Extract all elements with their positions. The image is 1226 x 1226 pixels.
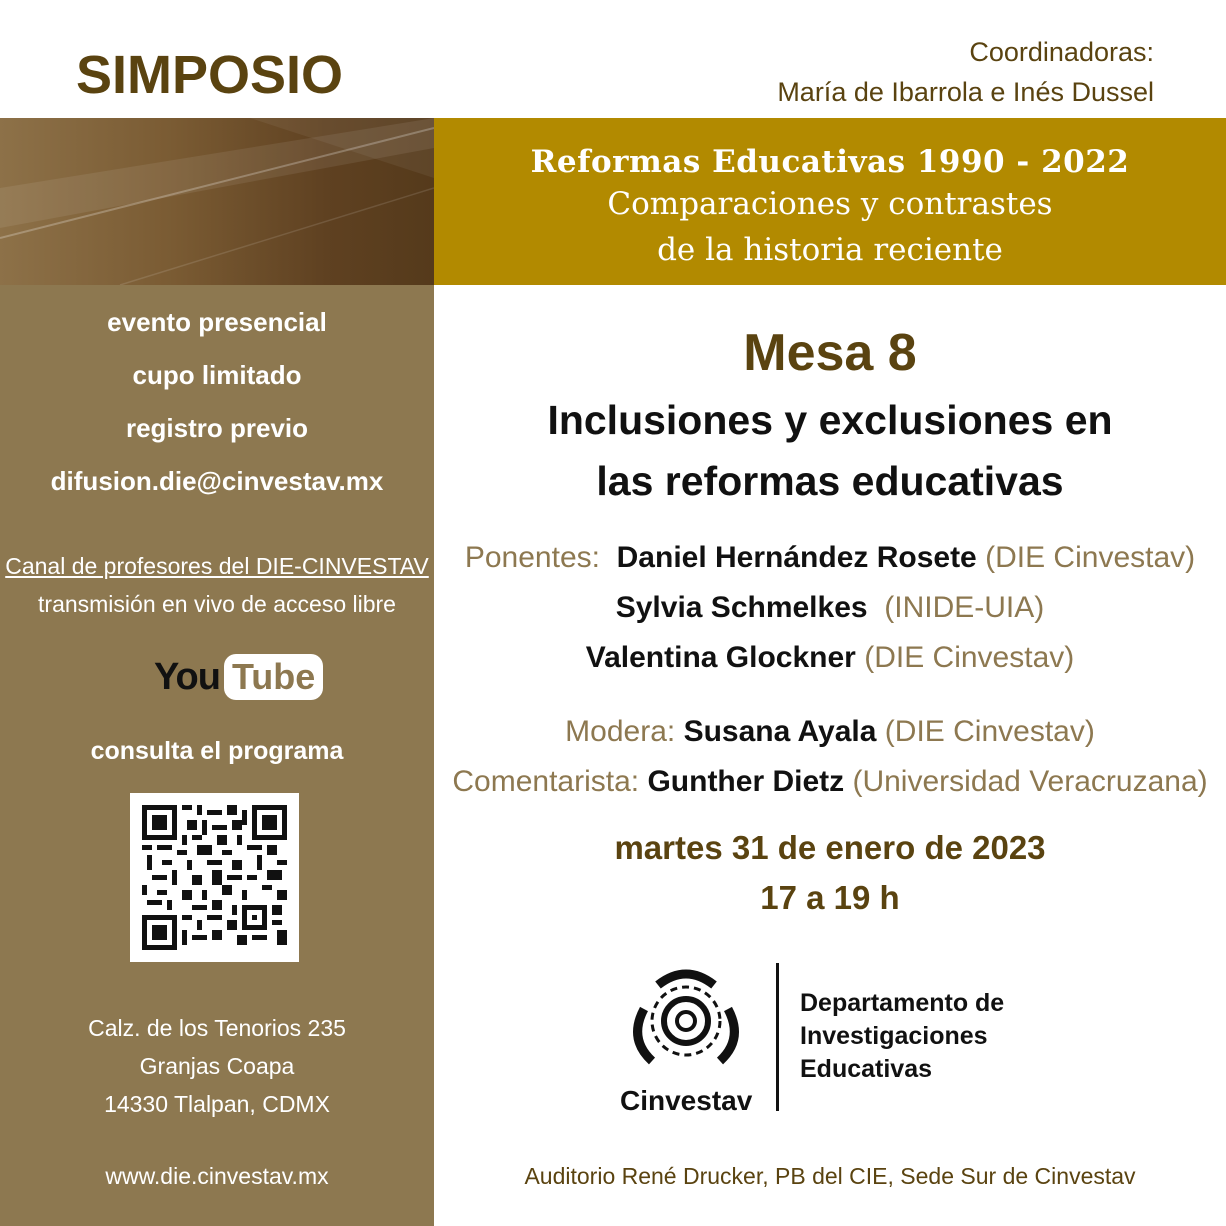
logo-divider — [776, 963, 779, 1111]
symposium-title-band — [434, 118, 1226, 285]
session-subtitle-line1: Inclusiones y exclusiones en — [547, 397, 1113, 443]
moderator-affiliation: (DIE Cinvestav) — [884, 715, 1095, 748]
website-link[interactable]: www.die.cinvestav.mx — [105, 1163, 329, 1189]
sidebar — [0, 285, 434, 1226]
coordinators — [777, 32, 1154, 112]
symposium-subtitle-line1: Comparaciones y contrastes — [607, 186, 1053, 222]
address-street: Calz. de los Tenorios 235 — [88, 1015, 346, 1041]
speaker-affiliation: (INIDE-UIA) — [884, 591, 1045, 624]
session-subtitle-line2: las reformas educativas — [596, 458, 1064, 504]
speaker-affiliation: (DIE Cinvestav) — [985, 541, 1196, 574]
contact-email-link[interactable]: difusion.die@cinvestav.mx — [50, 466, 384, 496]
info-registration: registro previo — [125, 413, 309, 443]
session-title: Mesa 8 — [743, 324, 917, 382]
info-limited: cupo limitado — [132, 360, 302, 390]
cinvestav-logo-icon — [624, 963, 748, 1081]
speaker-affiliation: (DIE Cinvestav) — [864, 641, 1075, 674]
youtube-you-text: You — [154, 655, 220, 698]
event-date: martes 31 de enero de 2023 — [614, 829, 1046, 866]
qr-code[interactable] — [130, 793, 299, 962]
speaker-row-1 — [434, 541, 1226, 575]
speaker-row-3 — [434, 641, 1226, 675]
header — [0, 0, 1226, 118]
address-city: 14330 Tlalpan, CDMX — [104, 1091, 330, 1117]
commentator-row — [434, 765, 1226, 799]
speaker-row-2 — [434, 591, 1226, 625]
symposium-title: Reformas Educativas 1990 - 2022 — [530, 144, 1130, 180]
venue: Auditorio René Drucker, PB del CIE, Sede Sur de Cinvestav — [524, 1163, 1136, 1189]
commentator-name: Gunther Dietz — [647, 765, 845, 798]
speaker-name: Sylvia Schmelkes — [615, 591, 868, 624]
info-in-person: evento presencial — [107, 307, 327, 337]
speaker-name: Daniel Hernández Rosete — [616, 541, 977, 574]
department-line1: Departamento de — [800, 989, 1005, 1017]
moderator-name: Susana Ayala — [683, 715, 877, 748]
event-type-title: SIMPOSIO — [76, 45, 344, 105]
coordinators-names: María de Ibarrola e Inés Dussel — [777, 77, 1154, 107]
qr-code-icon — [142, 805, 287, 950]
commentator-affiliation: (Universidad Veracruzana) — [852, 765, 1208, 798]
department-name — [800, 987, 1004, 1086]
channel-description: transmisión en vivo de acceso libre — [38, 591, 396, 617]
session-details — [434, 285, 1226, 1226]
cinvestav-wordmark: Cinvestav — [620, 1085, 753, 1116]
commentator-label: Comentarista: — [452, 765, 640, 798]
address-neighborhood: Granjas Coapa — [139, 1053, 295, 1079]
department-line2: Investigaciones — [800, 1022, 988, 1050]
channel-link[interactable]: Canal de profesores del DIE-CINVESTAV — [5, 553, 429, 579]
department-line3: Educativas — [800, 1055, 933, 1083]
youtube-tube-text: Tube — [224, 654, 323, 700]
symposium-subtitle-line2: de la historia reciente — [657, 232, 1003, 268]
event-time: 17 a 19 h — [760, 879, 900, 916]
moderator-label: Modera: — [565, 715, 676, 748]
speakers-label: Ponentes: — [464, 541, 600, 574]
coordinators-label: Coordinadoras: — [969, 37, 1154, 67]
youtube-logo[interactable] — [154, 651, 323, 703]
speaker-name: Valentina Glockner — [585, 641, 856, 674]
moderator-row — [434, 715, 1226, 749]
decorative-gradient-block — [0, 118, 434, 285]
program-label: consulta el programa — [90, 737, 344, 765]
decorative-diagonal-lines — [0, 118, 434, 285]
